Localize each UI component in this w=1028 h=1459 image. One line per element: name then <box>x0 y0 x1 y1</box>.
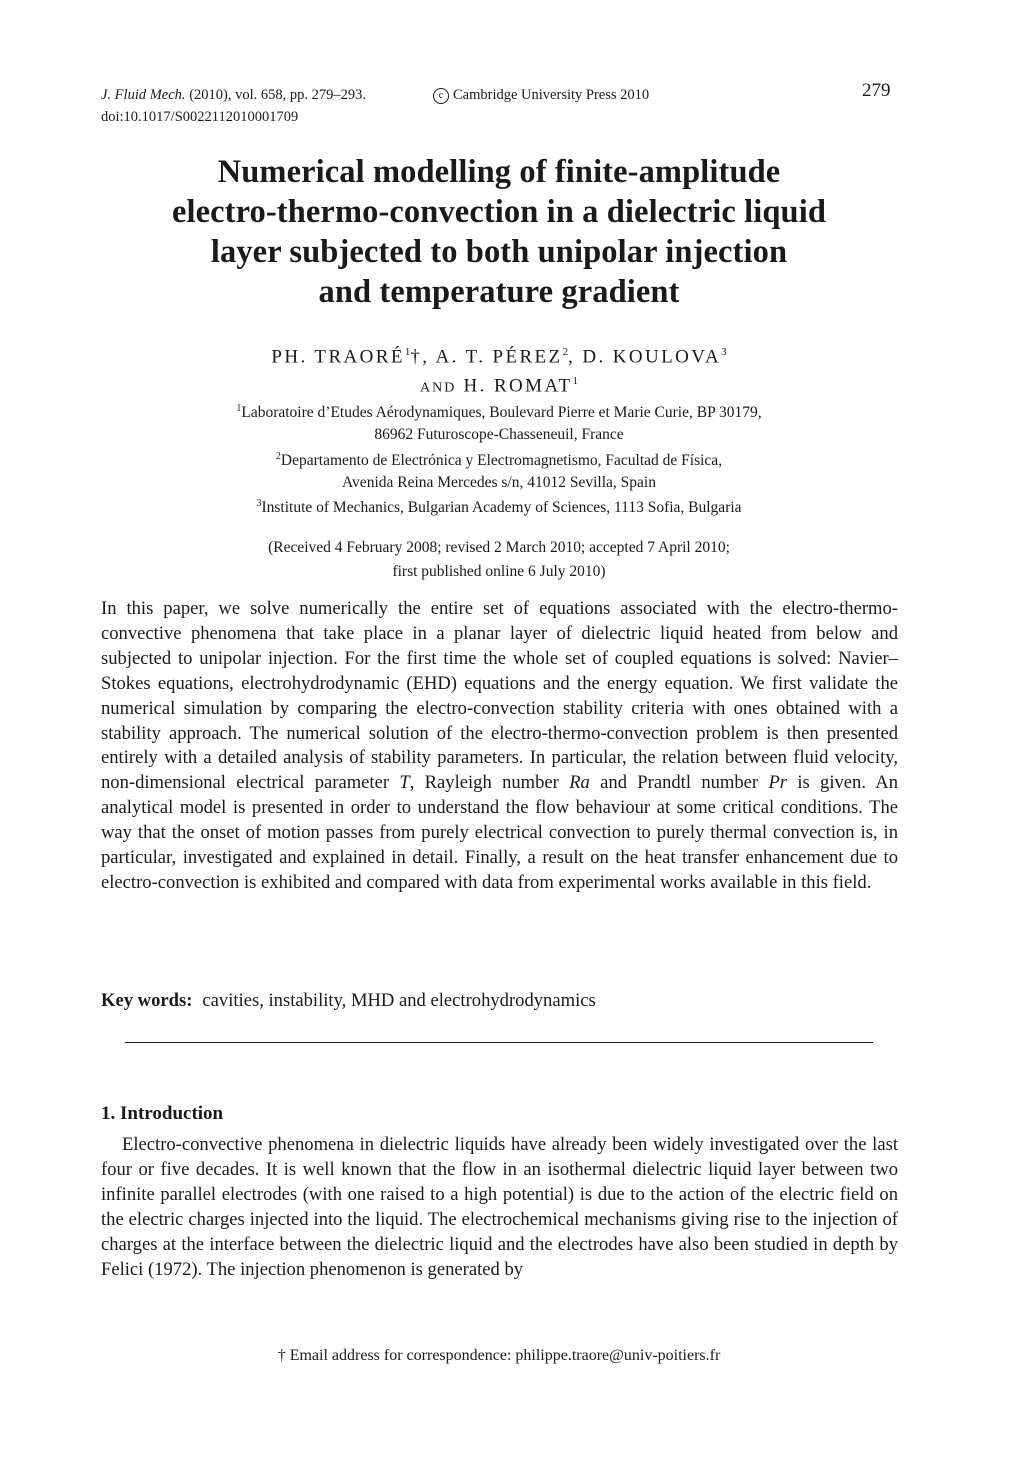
copyright <box>433 84 649 106</box>
citation: (2010), vol. 658, pp. 279–293. <box>189 87 366 103</box>
abstract-text-1: In this paper, we solve numerically the entire set of equations associated with the electro-thermo-convective phenomena that take place in a planar layer of dielectric liquid heated from below and subjected to unipolar injection. For the first time the whole set of coupled equations is solved: Navier–Stokes equations, electrohydrodynamic (EHD) equations and the energy equation. We first validate the numerical simulation by comparing the electro-convection stability criteria with ones obtained with a stability approach. The numerical solution of the electro-thermo-convection problem is then presented entirely with a detailed analysis of stability parameters. In particular, the relation between fluid velocity, non-dimensional electrical parameter <box>101 598 898 794</box>
footnote-text: Email address for correspondence: philippe.traore@univ-poitiers.fr <box>289 1347 721 1364</box>
introduction-paragraph: Electro-convective phenomena in dielectric liquids have already been widely investigated over the last four or five decades. It is well known that the flow in an isothermal dielectric liquid layer between two infinite parallel electrodes (with one raised to a high potential) is due to the action of the electric field on the electric charges injected into the liquid. The electrochemical mechanisms giving rise to the injection of charges at the interface between the dielectric liquid and the electrodes have also been studied in depth by Felici (1972). The injection phenomenon is generated by <box>101 1134 898 1280</box>
authors-line-1: PH. TRAORÉ$^1$†, A. T. PÉREZ$^2$, D. KOULOVA$^3$ <box>271 346 727 368</box>
keywords <box>101 988 898 1013</box>
affiliation-2-sup: 2 <box>275 451 281 462</box>
author-2: A. T. PÉREZ <box>435 346 563 368</box>
abstract-text-2: , Rayleigh number <box>409 772 570 794</box>
running-header <box>101 84 901 128</box>
author-1: PH. TRAORÉ <box>271 346 405 368</box>
received-line-1: (Received 4 February 2008; revised 2 March 2010; accepted 7 April 2010; <box>268 539 730 556</box>
symbol-T: T <box>399 772 410 794</box>
affiliation-3 <box>100 493 898 519</box>
received-line-2: first published online 6 July 2010) <box>392 563 606 580</box>
affiliation-2-line-1: Departamento de Electrónica y Electromagnetismo, Facultad de Física, <box>280 452 723 470</box>
title-line-1: Numerical modelling of finite-amplitude <box>217 154 781 190</box>
author-2-affil: 2 <box>562 346 569 358</box>
author-3-affil: 3 <box>721 346 727 358</box>
copyright-text: Cambridge University Press 2010 <box>453 87 650 103</box>
affiliation-2 <box>100 446 898 494</box>
keywords-text: cavities, instability, MHD and electrohydrodynamics <box>202 990 596 1011</box>
affiliation-1 <box>100 398 898 446</box>
affiliation-1-line-1: Laboratoire d’Etudes Aérodynamiques, Boulevard Pierre et Marie Curie, BP 30179, <box>241 404 762 422</box>
dagger-mark: † <box>410 346 423 368</box>
received-dates <box>100 536 898 584</box>
title-line-2: electro-thermo-convection in a dielectric liquid <box>171 194 827 230</box>
footnote-dagger: † <box>277 1347 286 1364</box>
copyright-icon: c <box>433 88 449 104</box>
page-number: 279 <box>862 80 891 101</box>
title-line-3: layer subjected to both unipolar injection <box>210 234 788 270</box>
divider-rule <box>125 1042 873 1043</box>
authors <box>100 340 898 401</box>
keywords-label: Key words: <box>101 990 193 1011</box>
authors-line-2 <box>100 369 898 400</box>
correspondence-footnote <box>100 1345 898 1367</box>
title-line-4: and temperature gradient <box>318 274 680 310</box>
affiliation-3-line-1: Institute of Mechanics, Bulgarian Academy of Sciences, 1113 Sofia, Bulgaria <box>261 499 742 517</box>
author-3: D. KOULOVA <box>582 346 722 368</box>
author-conjunction: AND <box>420 380 457 396</box>
symbol-Ra: Ra <box>569 772 590 794</box>
affiliation-2-line-2: Avenida Reina Mercedes s/n, 41012 Sevilla, Spain <box>342 474 656 492</box>
paper-title <box>100 152 898 312</box>
affiliation-1-sup: 1 <box>236 403 242 414</box>
abstract-text-4: is given. An analytical model is presented in order to understand the flow behaviour at some critical conditions. The way that the onset of motion passes from purely electrical convection to purely thermal convection is, in particular, investigated and explained in detail. Finally, a result on the heat transfer enhancement due to electro-convection is exhibited and compared with data from experimental works available in this field. <box>101 772 899 893</box>
journal-name: J. Fluid Mech. <box>101 87 186 103</box>
affiliation-1-line-2: 86962 Futuroscope-Chasseneuil, France <box>374 426 624 444</box>
abstract-text-3: and Prandtl number <box>589 772 769 794</box>
author-1-affil: 1 <box>404 346 411 358</box>
abstract <box>101 597 898 896</box>
affiliation-3-sup: 3 <box>256 498 262 509</box>
author-4-affil: 1 <box>572 375 578 388</box>
author-4: H. ROMAT <box>463 375 573 397</box>
section-heading-introduction: 1. Introduction <box>101 1103 224 1124</box>
symbol-Pr: Pr <box>768 772 788 794</box>
doi: doi:10.1017/S0022112010001709 <box>101 109 299 125</box>
